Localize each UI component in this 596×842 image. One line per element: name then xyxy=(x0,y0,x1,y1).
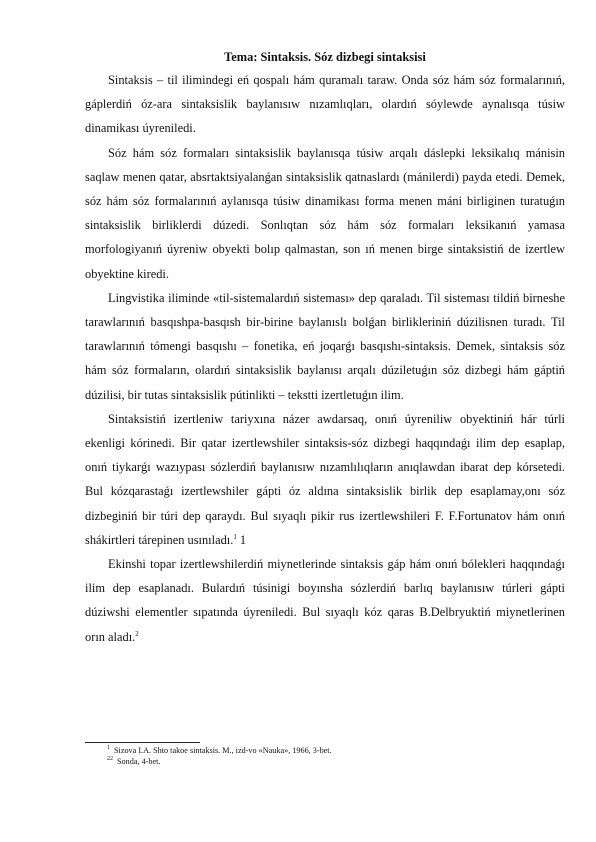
document-body xyxy=(85,68,565,649)
paragraph-2 xyxy=(85,141,565,286)
paragraph-3-text: Lingvistika iliminde «til-sistemalardıń sisteması» dep qaraladı. Til sisteması tildiń birneshe tarawlarınıń basqıshpa-basqısh bir-birine baylanıslı bolǵan birlikleriniń dúzilisnen turadı. Til tarawlarınıń tómengi basqıshı – fonetika, eń joqarǵı basqıshı-sintaksis. Demek, sintaksis sóz hám sóz formaların, olardıń sintaksislik baylanısı arqalı dúziletuǵın sóz dizbegi hám gáptiń dúzilisi, bir tutas sintaksislik pútinlikti – tekstti izertletuǵın ilim. xyxy=(85,290,565,402)
paragraph-5-text: Ekinshi topar izertlewshilerdiń miynetlerinde sintaksis gáp hám onıń bólekleri haqqındaǵı ilim dep esaplanadı. Bulardıń túsinigi boyınsha sózlerdiń barlıq baylanısıw túrleri gápti dúziwshi elementler sıpatında úyreniledi. Bul sıyaqlı kóz qaras B.Delbryuktiń miynetlerinen orın aladı. xyxy=(85,557,565,644)
paragraph-1 xyxy=(85,68,565,141)
paragraph-2-text: Sóz hám sóz formaları sintaksislik baylanısqa túsiw arqalı dáslepki leksikalıq mánisin saqlaw menen qatar, absrtaktsiyalanǵan sintaksislik qatnaslardı (mánilerdi) payda etedi. Demek, sóz hám sóz formalarınıń aylanısqa túsiw dinamikası forma menen máni birliginen turatuǵın sintaksislik birliklerdi dúzedi. Sonlıqtan sóz hám sóz formaları leksikanıń yamasa morfologiyanıń úyreniw obyekti bolıp qalmastan, son ıń menen birge sintaksistiń de izertlew obyektine kiredi. xyxy=(85,145,565,281)
footnote-ref-1[interactable]: 1 xyxy=(233,532,237,541)
footnote-1-text: Sizova I.A. Shto takoe sintaksis. M., izd-vo «Nauka», 1966, 3-bet. xyxy=(114,746,332,755)
footnote-1-mark: 1 xyxy=(107,745,110,752)
footnote-1 xyxy=(107,746,567,757)
footnote-2-text: Sonda, 4-bet. xyxy=(117,756,161,766)
document-title: Tema: Sintaksis. Sóz dizbegi sintaksisi xyxy=(224,50,426,64)
paragraph-3 xyxy=(85,286,565,407)
footnotes xyxy=(107,746,567,767)
paragraph-4-text: Sintaksistiń izertleniw tariyxına názer awdarsaq, onıń úyreniliw obyektiniń hár túrli ekenligi kórinedi. Bir qatar izertlewshiler sintaksis-sóz dizbegi haqqındaǵı ilim dep esaplap, onıń tiykarǵı wazıypası sózlerdiń baylanısıw nızamlılıqların anıqlawdan ibarat dep kórsetedi. Bul kózqarastaǵı izertlewshiler gápti óz aldına sintaksislik birlik dep esaplamay,onı sóz dizbeginiń bir túri dep qaraydı. Bul sıyaqlı pikir rus izertlewshileri F. F.Fortunatov hám onıń shákirtleri tárepinen usınıladı. xyxy=(85,411,565,547)
footnote-ref-2[interactable]: 2 xyxy=(135,629,139,638)
footnote-separator xyxy=(85,742,200,743)
paragraph-1-text: Sintaksis – til ilimindegi eń qospalı hám quramalı taraw. Onda sóz hám sóz formalarınıń, gáplerdiń óz-ara sintaksislik baylanısıw nızamlıqları, olardıń sóylewde aynalısqa túsiw dinamikası úyreniledi. xyxy=(85,73,565,136)
footnote-2-mark: 22 xyxy=(107,755,113,762)
paragraph-5 xyxy=(85,552,565,649)
paragraph-4-tail: 1 xyxy=(236,532,247,547)
footnote-2 xyxy=(107,757,567,768)
paragraph-4 xyxy=(85,407,565,552)
